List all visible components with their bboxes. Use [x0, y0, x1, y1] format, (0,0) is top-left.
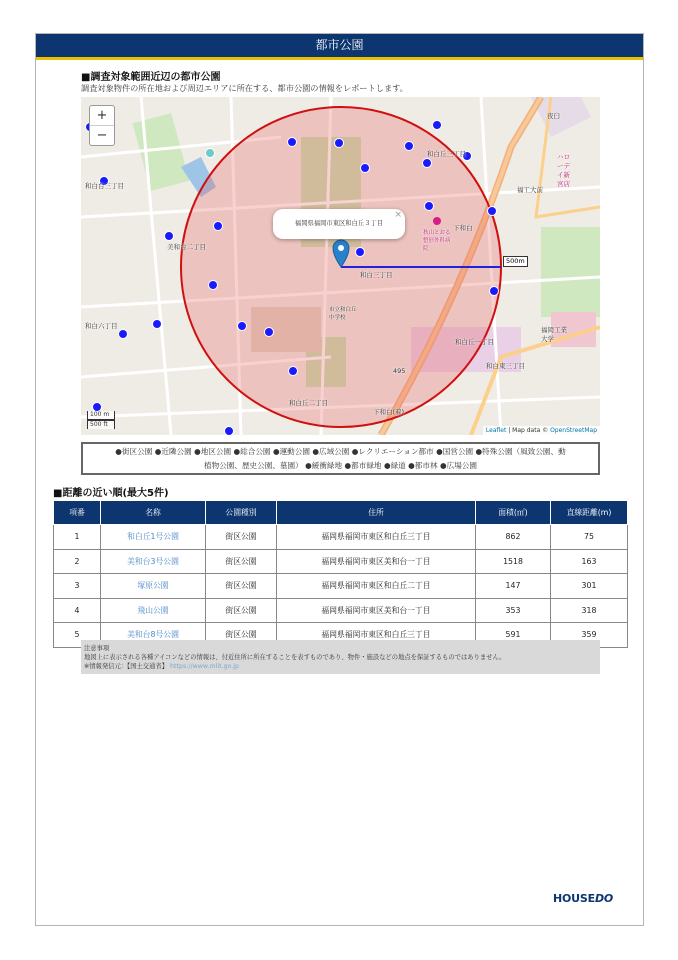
- leaflet-link[interactable]: Leaflet: [485, 427, 507, 434]
- attribution-separator: | Map data ©: [506, 427, 551, 434]
- map-label: 福工大前: [517, 186, 543, 194]
- map-label: 市立和白丘中学校: [329, 307, 357, 321]
- map-label: 和白丘二丁目: [289, 399, 328, 407]
- mlit-link[interactable]: https://www.mlit.go.jp: [170, 663, 240, 670]
- notes-line-2: [84, 662, 597, 671]
- map-label: 秋山とおる整形外科病院: [423, 230, 451, 252]
- table-row: [54, 574, 628, 599]
- distance-label: 500m: [503, 256, 528, 267]
- map-label: 和白丘三丁目: [427, 150, 466, 158]
- park-name-link[interactable]: 塚原公園: [101, 574, 206, 599]
- cell-type: 街区公園: [206, 525, 277, 550]
- map-label: 和白丘一丁目: [455, 338, 494, 346]
- zoom-out-button[interactable]: −: [90, 125, 114, 145]
- map-label: 和白三丁目: [360, 271, 393, 279]
- table-header-row: [54, 501, 628, 525]
- logo-do: DO: [594, 892, 614, 905]
- park-name-link[interactable]: 美和台8号公園: [101, 623, 206, 648]
- housedo-logo: [553, 892, 613, 905]
- section-map-description: 調査対象物件の所在地および周辺エリアに所在する、都市公園の情報をレポートします。: [81, 83, 408, 93]
- cell-area: 1518: [476, 549, 551, 574]
- section-list-title: ■距離の近い順(最大5件): [53, 488, 169, 499]
- cell-no: 2: [54, 549, 101, 574]
- map-scale: [87, 411, 115, 429]
- cell-area: 147: [476, 574, 551, 599]
- map-label: 和白六丁目: [85, 322, 118, 330]
- header-accent-line: [36, 57, 643, 60]
- col-header-no: 項番: [54, 501, 101, 525]
- parks-table: [53, 500, 628, 648]
- col-header-name: 名称: [101, 501, 206, 525]
- cell-area: 353: [476, 598, 551, 623]
- close-icon[interactable]: ×: [394, 210, 402, 220]
- map-legend: [81, 442, 600, 475]
- col-header-area: 面積(㎡): [476, 501, 551, 525]
- table-row: [54, 525, 628, 550]
- parks-map[interactable]: [81, 97, 600, 435]
- page-header: 都市公園: [36, 34, 643, 57]
- notes-source: ※情報発信元：【国土交通省】: [84, 663, 168, 670]
- map-label: ハローデイ新宮店: [557, 153, 570, 188]
- cell-no: 5: [54, 623, 101, 648]
- cell-address: 福岡県福岡市東区美和台一丁目: [277, 549, 476, 574]
- cell-area: 862: [476, 525, 551, 550]
- map-label: 下和白(着): [373, 408, 405, 416]
- map-label: 福岡工業大学: [541, 326, 567, 343]
- cell-distance: 318: [551, 598, 628, 623]
- cell-distance: 75: [551, 525, 628, 550]
- cell-no: 1: [54, 525, 101, 550]
- cell-address: 福岡県福岡市東区和白丘三丁目: [277, 525, 476, 550]
- osm-link[interactable]: OpenStreetMap: [550, 427, 597, 434]
- cell-distance: 163: [551, 549, 628, 574]
- map-attribution: [483, 426, 600, 435]
- table-row: [54, 549, 628, 574]
- col-header-type: 公園種別: [206, 501, 277, 525]
- map-label: 和白東三丁目: [486, 362, 525, 370]
- section-map-title: ■調査対象範囲近辺の都市公園: [81, 72, 221, 83]
- zoom-in-button[interactable]: +: [96, 108, 108, 123]
- map-label: 夜臼: [547, 112, 560, 120]
- location-popup: [273, 209, 405, 239]
- notes-box: [81, 640, 600, 674]
- legend-line-2: 植物公園、歴史公園、墓園） ●緩衝緑地 ●都市緑地 ●緑道 ●都市林 ●広場公園: [203, 461, 477, 470]
- cell-distance: 359: [551, 623, 628, 648]
- cell-distance: 301: [551, 574, 628, 599]
- cell-type: 街区公園: [206, 598, 277, 623]
- table-row: [54, 598, 628, 623]
- map-label: 和白台三丁目: [85, 182, 124, 190]
- cell-no: 4: [54, 598, 101, 623]
- map-label: 下和白: [453, 224, 473, 232]
- park-name-link[interactable]: 美和台3号公園: [101, 549, 206, 574]
- legend-line-1: ●街区公園 ●近隣公園 ●地区公園 ●総合公園 ●運動公園 ●広域公園 ●レクリエーション都市 ●国営公園 ●特殊公園（風致公園、動: [115, 447, 566, 456]
- popup-address: 福岡県福岡市東区和白丘３丁目: [294, 220, 384, 227]
- cell-no: 3: [54, 574, 101, 599]
- col-header-distance: 直線距離(m): [551, 501, 628, 525]
- report-page: [35, 33, 644, 926]
- cell-area: 591: [476, 623, 551, 648]
- scale-feet: 500 ft: [87, 420, 115, 429]
- park-name-link[interactable]: 和白丘1号公園: [101, 525, 206, 550]
- notes-line-1: 地図上に表示される各種アイコンなどの情報は、付近住所に所在することを表すものであり、物件・施設などの地点を保証するものではありません。: [84, 654, 506, 661]
- park-name-link[interactable]: 飛山公園: [101, 598, 206, 623]
- map-label: 495: [393, 367, 406, 375]
- map-label: 美和台二丁目: [167, 243, 206, 251]
- cell-type: 街区公園: [206, 574, 277, 599]
- cell-address: 福岡県福岡市東区美和台一丁目: [277, 598, 476, 623]
- cell-address: 福岡県福岡市東区和白丘三丁目: [277, 623, 476, 648]
- col-header-address: 住所: [277, 501, 476, 525]
- zoom-control: [89, 105, 115, 146]
- cell-type: 街区公園: [206, 549, 277, 574]
- scale-meters: 100 m: [87, 411, 115, 420]
- cell-address: 福岡県福岡市東区和白丘二丁目: [277, 574, 476, 599]
- notes-title: 注意事項: [84, 645, 110, 652]
- cell-type: 街区公園: [206, 623, 277, 648]
- logo-house: HOUSE: [553, 892, 595, 905]
